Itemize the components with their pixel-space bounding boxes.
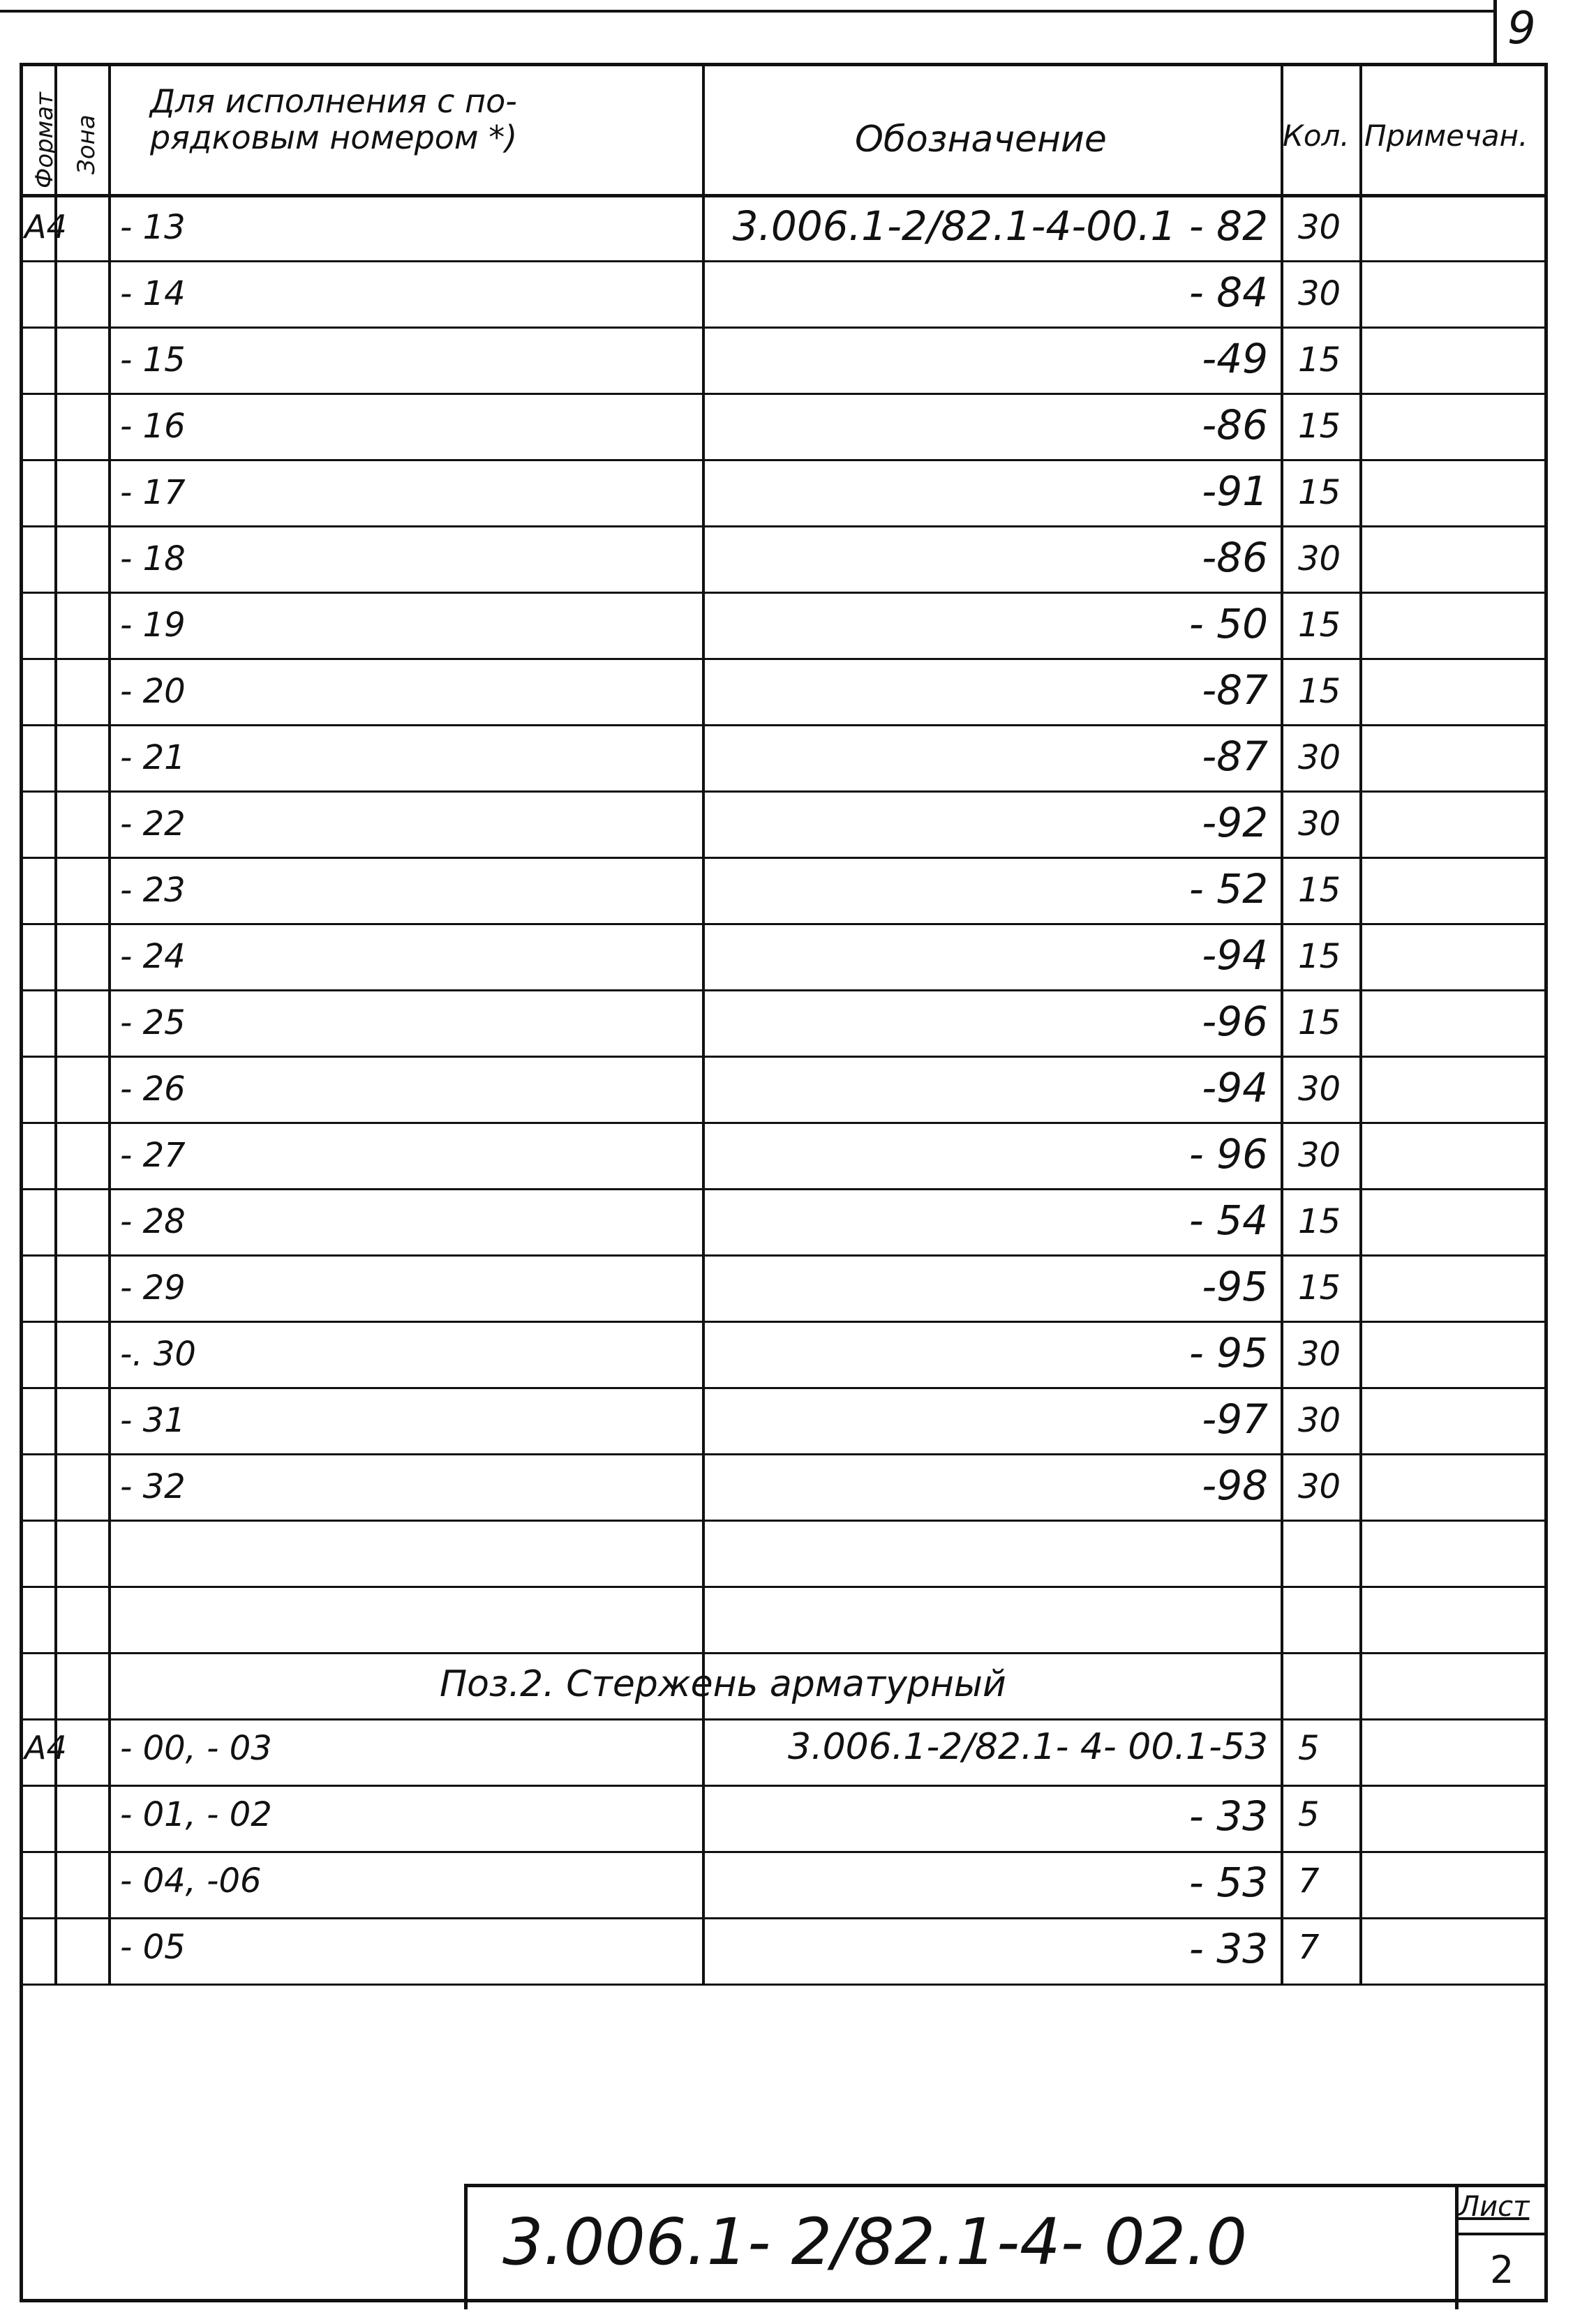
cell-qty: 7: [1298, 1861, 1320, 1901]
cell-designation: 3.006.1-2/82.1- 4- 00.1-53: [787, 1726, 1268, 1768]
cell-designation: -49: [1202, 335, 1268, 382]
cell-designation: -86: [1202, 534, 1268, 581]
cell-qty: 30: [1298, 1136, 1341, 1175]
cell-qty: 30: [1298, 738, 1341, 777]
cell-qty: 15: [1298, 1202, 1341, 1241]
cell-qty: 15: [1298, 672, 1341, 711]
sheet-number: 9: [1507, 3, 1536, 54]
cell-variant: - 19: [120, 606, 186, 645]
col-line-designation: [1281, 63, 1283, 1985]
row-line: [20, 1254, 1548, 1257]
cell-designation: - 95: [1188, 1329, 1268, 1377]
cell-variant: - 23: [120, 871, 186, 910]
cell-variant: - 16: [120, 407, 186, 446]
cell-variant: - 01, - 02: [120, 1795, 272, 1834]
row-line: [20, 1586, 1548, 1588]
cell-variant: - 13: [120, 208, 186, 247]
cell-designation: - 33: [1188, 1925, 1268, 1972]
cell-variant: - 14: [120, 274, 186, 313]
cell-qty: 15: [1298, 871, 1341, 910]
cell-qty: 30: [1298, 539, 1341, 578]
header-format: Формат: [31, 92, 59, 188]
cell-designation: -86: [1202, 401, 1268, 449]
row-line: [20, 1387, 1548, 1389]
cell-variant: - 27: [120, 1136, 186, 1175]
row-line: [20, 790, 1548, 793]
cell-designation: - 33: [1188, 1792, 1268, 1840]
cell-variant: - 31: [120, 1401, 186, 1440]
row-line: [20, 923, 1548, 925]
cell-qty: 5: [1298, 1729, 1320, 1768]
cell-variant: -. 30: [120, 1335, 196, 1374]
cell-variant: - 32: [120, 1467, 186, 1506]
cell-designation: -92: [1202, 799, 1268, 846]
cell-qty: 15: [1298, 340, 1341, 380]
cell-qty: 30: [1298, 1467, 1341, 1506]
cell-qty: 15: [1298, 473, 1341, 512]
cell-format: А4: [24, 1729, 67, 1767]
row-line: [20, 459, 1548, 461]
cell-qty: 30: [1298, 274, 1341, 313]
cell-variant: - 22: [120, 804, 186, 844]
cell-variant: - 05: [120, 1928, 186, 1967]
row-line: [20, 525, 1548, 527]
cell-variant: - 21: [120, 738, 186, 777]
cell-variant: - 15: [120, 340, 186, 380]
cell-designation: - 96: [1188, 1130, 1268, 1178]
row-line: [20, 724, 1548, 726]
row-line: [20, 260, 1548, 262]
cell-qty: 5: [1298, 1795, 1320, 1834]
row-line: [20, 1453, 1548, 1455]
cell-variant: - 04, -06: [120, 1861, 262, 1901]
header-bottom-line: [20, 194, 1548, 197]
document-code: 3.006.1- 2/82.1-4- 02.0: [502, 2205, 1247, 2279]
header-zone: Зона: [73, 114, 100, 174]
header-variant-line2: рядковым номером *): [150, 119, 518, 156]
cell-variant: - 17: [120, 473, 186, 512]
cell-designation: - 54: [1188, 1197, 1268, 1244]
cell-qty: 15: [1298, 1003, 1341, 1042]
cell-designation: -87: [1202, 666, 1268, 714]
cell-variant: - 00, - 03: [120, 1729, 272, 1768]
row-line: [20, 1188, 1548, 1190]
cell-designation: - 50: [1188, 600, 1268, 647]
header-variant-line1: Для исполнения с по-: [150, 82, 517, 120]
cell-qty: 15: [1298, 937, 1341, 976]
row-line: [20, 658, 1548, 660]
top-border-line: [0, 10, 1493, 13]
cell-variant: - 28: [120, 1202, 186, 1241]
sheet-value: 2: [1490, 2248, 1514, 2292]
col-line-zone: [108, 63, 111, 1985]
cell-qty: 30: [1298, 1070, 1341, 1109]
cell-qty: 30: [1298, 1335, 1341, 1374]
cell-designation: -97: [1202, 1395, 1268, 1443]
row-line: [20, 857, 1548, 859]
cell-variant: - 20: [120, 672, 186, 711]
row-line: [20, 1785, 1548, 1787]
cell-variant: - 24: [120, 937, 186, 976]
header-note: Примечан.: [1364, 119, 1528, 153]
cell-designation: - 53: [1188, 1859, 1268, 1906]
row-line: [20, 1321, 1548, 1323]
section-title: Поз.2. Стержень арматурный: [440, 1663, 1006, 1705]
cell-designation: 3.006.1-2/82.1-4-00.1 - 82: [732, 202, 1268, 250]
cell-designation: -94: [1202, 931, 1268, 979]
cell-qty: 15: [1298, 606, 1341, 645]
sheet-label: Лист: [1459, 2191, 1530, 2223]
row-line: [20, 1917, 1548, 1919]
cell-designation: -98: [1202, 1462, 1268, 1509]
sheet-box-divider: [1455, 2233, 1548, 2235]
cell-designation: -91: [1202, 467, 1268, 515]
header-designation: Обозначение: [855, 119, 1107, 160]
row-line: [20, 327, 1548, 329]
cell-qty: 7: [1298, 1928, 1320, 1967]
cell-designation: -96: [1202, 998, 1268, 1045]
cell-variant: - 25: [120, 1003, 186, 1042]
row-line: [20, 1718, 1548, 1720]
row-line: [20, 592, 1548, 594]
cell-format: А4: [24, 208, 67, 246]
table-bottom-line: [20, 1984, 1548, 1986]
row-line: [20, 1056, 1548, 1058]
cell-designation: - 84: [1188, 269, 1268, 316]
cell-qty: 15: [1298, 1268, 1341, 1307]
row-line: [20, 989, 1548, 991]
cell-qty: 30: [1298, 804, 1341, 844]
row-line: [20, 1520, 1548, 1522]
cell-variant: - 18: [120, 539, 186, 578]
col-line-format: [54, 63, 57, 1985]
row-line: [20, 1851, 1548, 1853]
cell-designation: -87: [1202, 733, 1268, 780]
cell-qty: 15: [1298, 407, 1341, 446]
cell-qty: 30: [1298, 208, 1341, 247]
cell-qty: 30: [1298, 1401, 1341, 1440]
row-line: [20, 393, 1548, 395]
cell-designation: -94: [1202, 1064, 1268, 1111]
cell-variant: - 29: [120, 1268, 186, 1307]
cell-variant: - 26: [120, 1070, 186, 1109]
header-quantity: Кол.: [1283, 119, 1350, 153]
row-line: [20, 1122, 1548, 1124]
row-line: [20, 1652, 1548, 1654]
cell-designation: -95: [1202, 1263, 1268, 1310]
cell-designation: - 52: [1188, 865, 1268, 913]
